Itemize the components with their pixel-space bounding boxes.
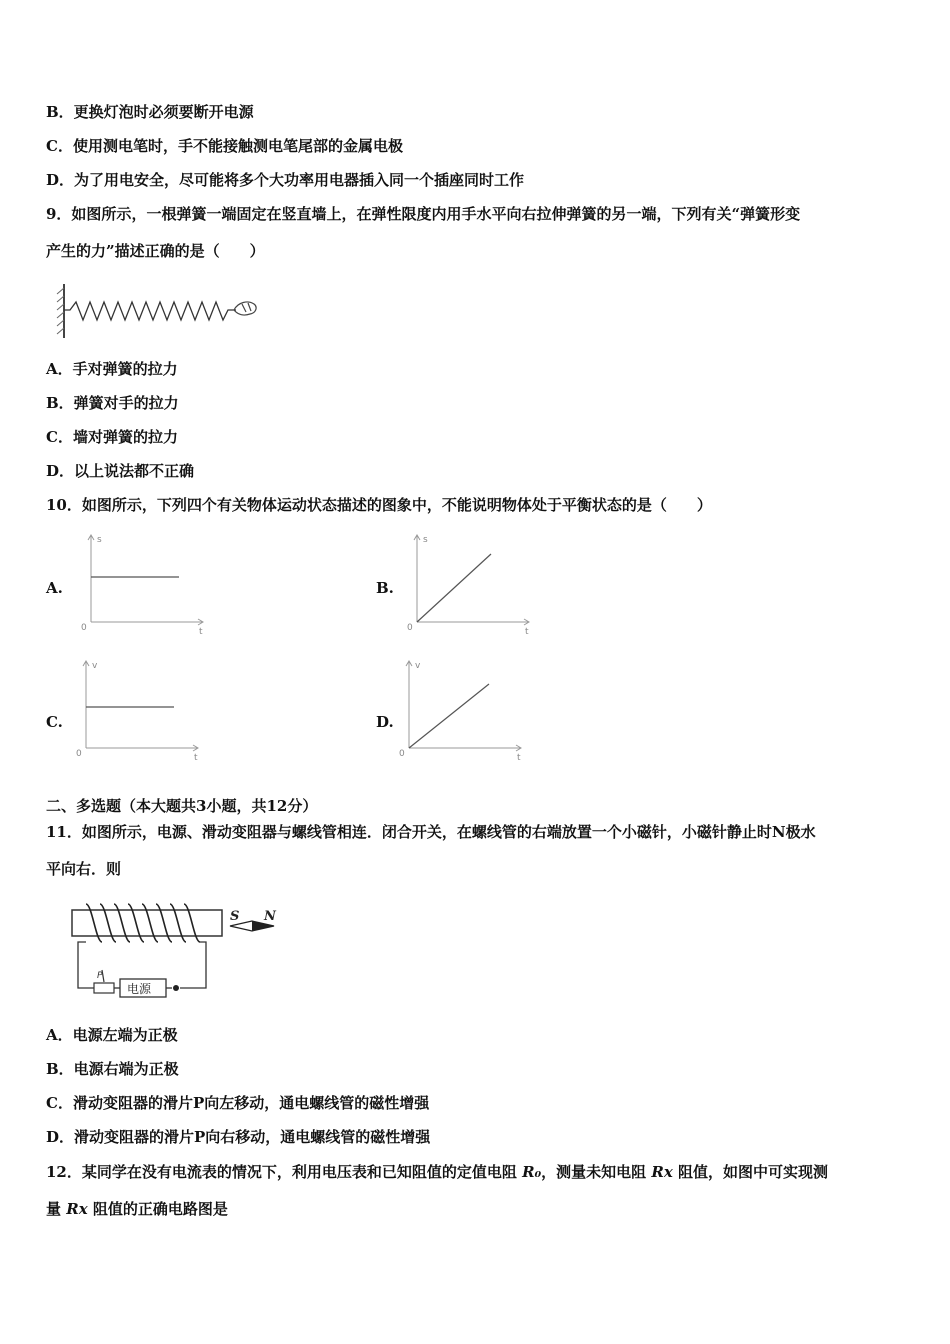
rx-symbol-2: Rx xyxy=(66,1200,88,1218)
solenoid-circuit-figure xyxy=(66,900,296,1004)
power-source-label: 电源 xyxy=(127,982,152,996)
needle-s-label: S xyxy=(230,909,240,924)
graph-a-x-label: t xyxy=(199,627,203,637)
q10-stem: 10．如图所示，下列四个有关物体运动状态描述的图象中，不能说明物体处于平衡状态的是（ ） xyxy=(46,496,712,514)
q12-stem-part1: 12．某同学在没有电流表的情况下，利用电压表和已知阻值的定值电阻 xyxy=(46,1163,523,1181)
graph-c-label: C. xyxy=(46,713,63,731)
q9-stem-line2: 产生的力”描述正确的是（ ） xyxy=(46,242,265,260)
wire-right xyxy=(180,942,206,988)
section-2-title: 二、多选题（本大题共3小题，共12分） xyxy=(46,797,318,815)
rx-symbol: Rx xyxy=(651,1163,673,1181)
switch-icon xyxy=(173,985,179,991)
graph-c-x-label: t xyxy=(194,753,198,763)
graph-d xyxy=(393,656,533,764)
graph-c-origin: 0 xyxy=(76,749,82,759)
graph-a-y-label: s xyxy=(97,535,102,545)
q11-stem-line2: 平向右．则 xyxy=(46,860,122,878)
r0-symbol: R₀ xyxy=(522,1163,542,1181)
graph-b-origin: 0 xyxy=(407,623,413,633)
q11-option-c: C．滑动变阻器的滑片P向左移动，通电螺线管的磁性增强 xyxy=(46,1094,430,1112)
q12-stem-line2 xyxy=(46,1199,228,1219)
graph-b-label: B. xyxy=(376,579,394,597)
graph-d-y-label: v xyxy=(415,661,421,671)
q8-option-b: B．更换灯泡时必须要断开电源 xyxy=(46,103,254,121)
needle-n-label: N xyxy=(264,909,276,924)
graph-d-origin: 0 xyxy=(399,749,405,759)
graph-b-y-label: s xyxy=(423,535,428,545)
rheostat xyxy=(94,983,114,993)
q9-option-b: B．弹簧对手的拉力 xyxy=(46,394,179,412)
spring xyxy=(64,302,236,320)
q9-stem-line1: 9．如图所示，一根弹簧一端固定在竖直墙上，在弹性限度内用手水平向右拉伸弹簧的另一端，下列有关“弹簧形变 xyxy=(46,205,801,223)
q11-stem-line1: 11．如图所示，电源、滑动变阻器与螺线管相连．闭合开关，在螺线管的右端放置一个小磁针，小磁针静止时N极水 xyxy=(46,823,816,841)
graph-a-origin: 0 xyxy=(81,623,87,633)
q11-option-a: A．电源左端为正极 xyxy=(46,1026,178,1044)
q12-stem-part3: 阻值，如图中可实现测 xyxy=(672,1163,829,1181)
q12-stem-part2: ，测量未知电阻 xyxy=(541,1163,652,1181)
q12-stem-line2-part1: 量 xyxy=(46,1200,67,1218)
q8-option-d: D．为了用电安全，尽可能将多个大功率用电器插入同一个插座同时工作 xyxy=(46,171,525,189)
graph-a xyxy=(75,530,215,638)
wire-left xyxy=(78,942,94,988)
graph-b xyxy=(401,530,541,638)
hand-icon xyxy=(234,302,256,315)
graph-b-x-label: t xyxy=(525,627,529,637)
graph-d-label: D. xyxy=(376,713,394,731)
graph-b-line xyxy=(417,554,491,622)
q9-option-d: D．以上说法都不正确 xyxy=(46,462,195,480)
spring-figure xyxy=(56,280,266,342)
graph-d-line xyxy=(409,684,489,748)
q11-option-d: D．滑动变阻器的滑片P向右移动，通电螺线管的磁性增强 xyxy=(46,1128,431,1146)
graph-c xyxy=(70,656,210,764)
q12-stem-line1 xyxy=(46,1162,828,1182)
graph-c-y-label: v xyxy=(92,661,98,671)
q11-option-b: B．电源右端为正极 xyxy=(46,1060,179,1078)
rheostat-label: P xyxy=(97,971,103,981)
q12-stem-line2-part2: 阻值的正确电路图是 xyxy=(87,1200,228,1218)
graph-d-x-label: t xyxy=(517,753,521,763)
wall-hatching xyxy=(57,288,64,334)
q8-option-c: C．使用测电笔时，手不能接触测电笔尾部的金属电极 xyxy=(46,137,403,155)
q9-option-c: C．墙对弹簧的拉力 xyxy=(46,428,178,446)
graph-a-label: A. xyxy=(46,579,63,597)
q9-option-a: A．手对弹簧的拉力 xyxy=(46,360,178,378)
